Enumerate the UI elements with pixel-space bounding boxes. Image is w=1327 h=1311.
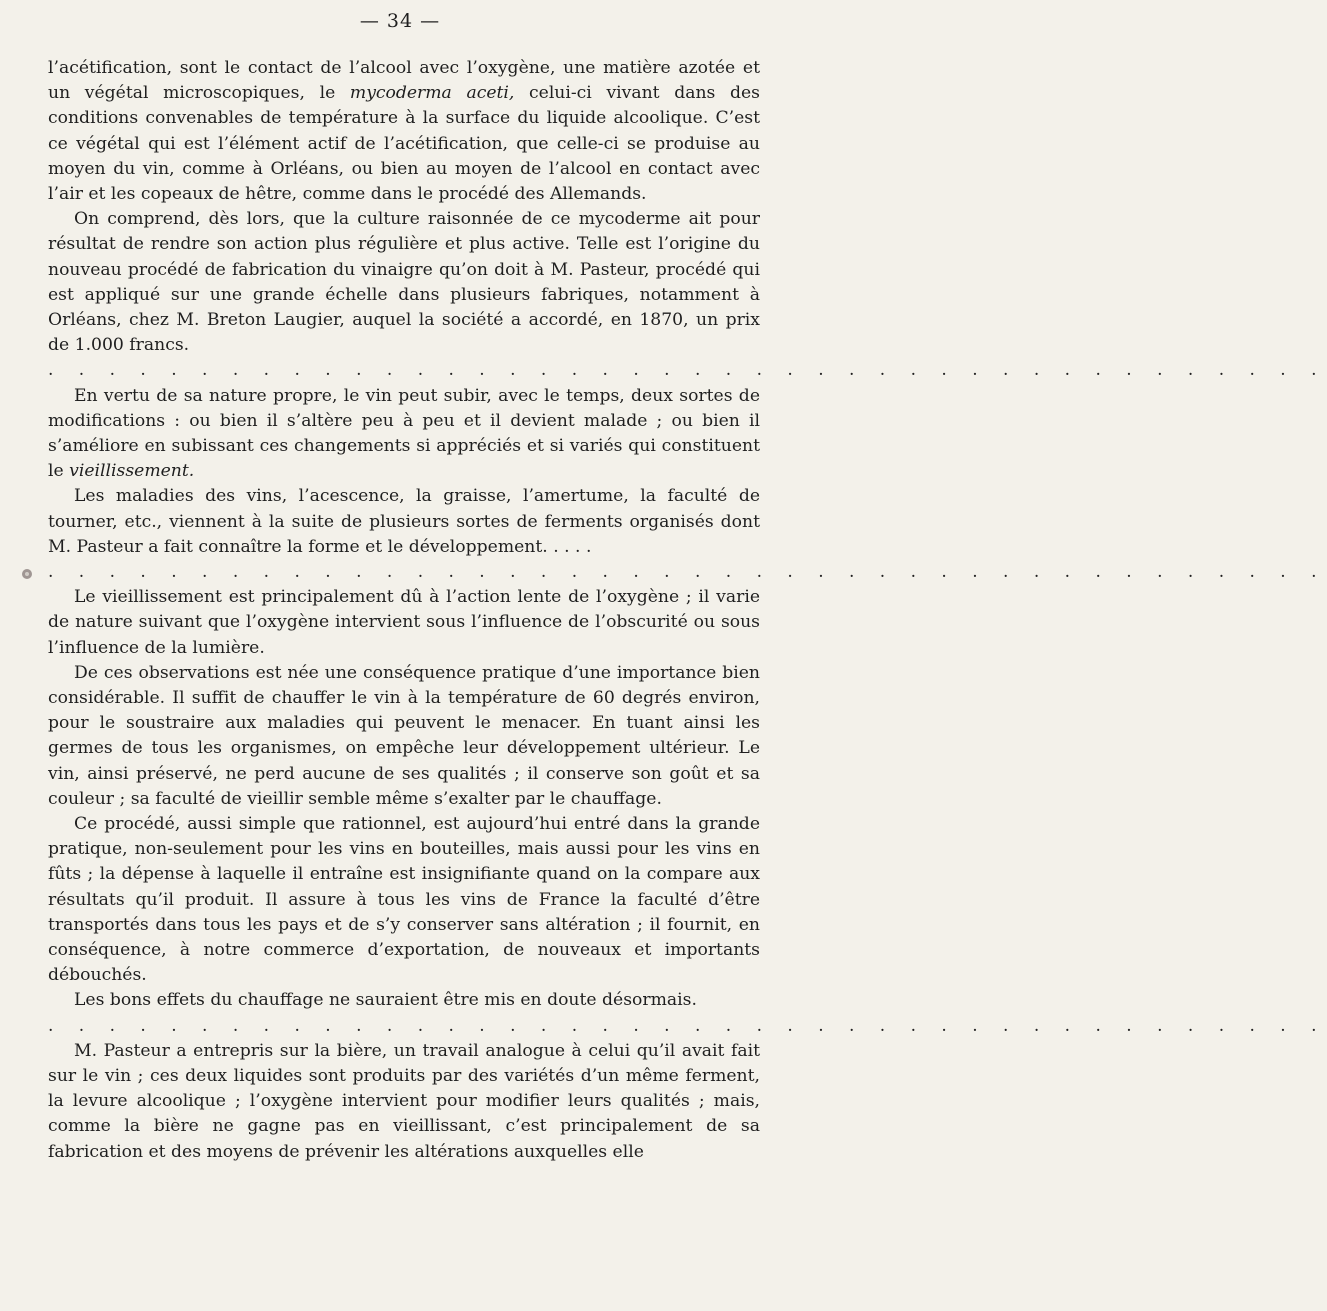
paragraph-biere: M. Pasteur a entrepris sur la bière, un travail analogue à celui qu’il avait fait sur le vin ; ces deux liquides sont produits par des variétés d’un même ferment, la levure alcoolique ; l’oxygène intervient pour modifier leurs qualités ; mais, comme la bière ne gagne pas en vieillissant, c’est principalement de sa fabrication et des moyens de prévenir les altérations auxquelles elle [48,1040,760,1162]
paragraph-mycoderme-culture: On comprend, dès lors, que la culture raisonnée de ce mycoderme ait pour résultat de rendre son action plus régulière et plus active. Telle est l’origine du nouveau procédé de fabrication du vinaigre qu’on doit à M. Pasteur, procédé qui est appliqué sur une grande échelle dans plusieurs fabriques, notamment à Orléans, chez M. Breton Laugier, auquel la société a accordé, en 1870, un prix de 1.000 francs. [48,209,760,356]
paragraph-procede: Ce procédé, aussi simple que rationnel, est aujourd’hui entré dans la grande pratique, non-seulement pour les vins en bouteilles, mais aussi pour les vins en fûts ; la dépense à laquelle il entraîne est insignifiante quand on la compare aux résultats qu’il produit. Il assure à tous les vins de France la faculté d’être transportés dans tous les pays et de s’y conserver sans altération ; il fournit, en conséquence, à notre commerce d’exportation, de nouveaux et importants débouchés. [48,814,760,986]
margin-ornament-icon [20,566,34,580]
ellipsis-separator: . . . . . . . . . . . . . . . . . . . . . . . . . . . . . . . . . . . . . . . . . . [48,360,1327,381]
species-name: mycoderma aceti, [349,83,515,104]
paragraph-modifications [48,384,760,485]
paragraph-text: celui-ci vivant dans des conditions convenables de température à la surface du liquide alcoolique. C’est ce végétal qui est l’élément actif de l’acétification, que celle-ci se produise au moyen du vin, comme à Orléans, ou bien au moyen de l’alcool en contact avec l’air et les copeaux de hêtre, comme dans le procédé des Allemands. [48,83,761,205]
page-number: — 34 — [359,10,441,32]
paragraph-text: l’acétification, sont le contact de l’alcool avec l’oxygène, une matière azotée et un végétal microscopiques, le [48,58,760,104]
paragraph-acetification [48,56,760,207]
paragraph-vieillissement: Le vieillissement est principalement dû à l’action lente de l’oxygène ; il varie de nature suivant que l’oxygène intervient sous l’influence de l’obscurité ou sous l’influence de la lumière. [48,587,760,658]
paragraph-text: En vertu de sa nature propre, le vin peut subir, avec le temps, deux sortes de modifications : ou bien il s’altère peu à peu et il devient malade ; ou bien il s’améliore en subissant ces changements si appréciés et si variés qui constituent le [48,385,760,482]
ellipsis-separator: . . . . . . . . . . . . . . . . . . . . . . . . . . . . . . . . . . . . . . . . . . [48,562,1327,583]
body-text [48,56,1327,1165]
paragraph-chauffage: Les bons effets du chauffage ne sauraient être mis en doute désormais. [74,990,697,1011]
ellipsis-separator: . . . . . . . . . . . . . . . . . . . . . . . . . . . . . . . . . . . . . . . . . . [48,1015,1327,1036]
paragraph-maladies: Les maladies des vins, l’acescence, la graisse, l’amertume, la faculté de tourner, etc., viennent à la suite de plusieurs sortes de ferments organisés dont M. Pasteur a fait connaître la forme et le développement. . . . . [48,486,760,557]
emphasized-term: vieillissement. [69,461,195,482]
paragraph-observations: De ces observations est née une conséquence pratique d’une importance bien considérable. Il suffit de chauffer le vin à la température de 60 degrés environ, pour le soustraire aux maladies qui peuvent le menacer. En tuant ainsi les germes de tous les organismes, on empêche leur développement ultérieur. Le vin, ainsi préservé, ne perd aucune de ses qualités ; il conserve son goût et sa couleur ; sa faculté de vieillir semble même s’exalter par le chauffage. [48,662,760,809]
